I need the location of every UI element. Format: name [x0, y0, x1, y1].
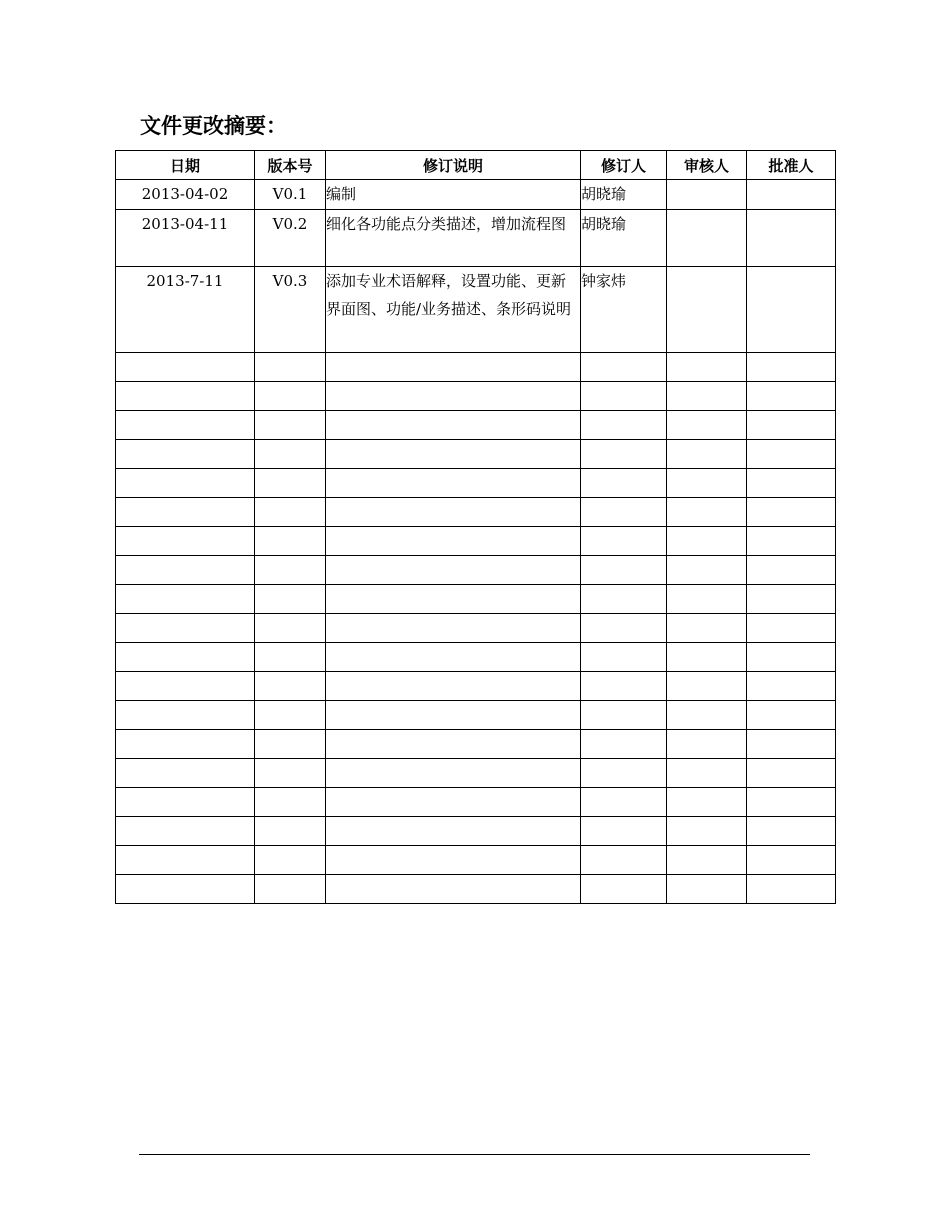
header-version: 版本号 [255, 151, 326, 180]
empty-cell [116, 700, 255, 729]
empty-cell [326, 787, 581, 816]
empty-cell [581, 352, 667, 381]
empty-cell [667, 845, 747, 874]
cell-reviser: 钟家炜 [581, 266, 667, 352]
empty-cell [116, 671, 255, 700]
empty-cell [581, 758, 667, 787]
cell-description: 添加专业术语解释，设置功能、更新界面图、功能/业务描述、条形码说明 [326, 266, 581, 352]
empty-cell [581, 497, 667, 526]
empty-cell [747, 381, 836, 410]
empty-cell [326, 439, 581, 468]
empty-cell [667, 584, 747, 613]
header-date: 日期 [116, 151, 255, 180]
empty-cell [667, 729, 747, 758]
empty-cell [747, 642, 836, 671]
empty-cell [581, 584, 667, 613]
cell-version: V0.3 [255, 266, 326, 352]
empty-cell [667, 497, 747, 526]
empty-cell [581, 613, 667, 642]
empty-cell [667, 526, 747, 555]
header-description: 修订说明 [326, 151, 581, 180]
empty-cell [326, 584, 581, 613]
empty-cell [747, 497, 836, 526]
empty-cell [326, 758, 581, 787]
empty-cell [116, 874, 255, 903]
empty-cell [747, 671, 836, 700]
empty-cell [255, 526, 326, 555]
empty-rows [116, 352, 836, 903]
empty-cell [747, 584, 836, 613]
empty-cell [326, 352, 581, 381]
empty-cell [255, 410, 326, 439]
empty-cell [255, 700, 326, 729]
cell-version: V0.1 [255, 180, 326, 210]
empty-cell [326, 845, 581, 874]
empty-cell [116, 352, 255, 381]
empty-cell [326, 526, 581, 555]
empty-cell [747, 758, 836, 787]
empty-cell [326, 671, 581, 700]
empty-cell [255, 381, 326, 410]
empty-cell [667, 874, 747, 903]
empty-cell [667, 352, 747, 381]
cell-reviser: 胡晓瑜 [581, 180, 667, 210]
cell-reviewer [667, 209, 747, 266]
empty-cell [667, 468, 747, 497]
empty-cell [747, 787, 836, 816]
empty-cell [581, 468, 667, 497]
empty-cell [255, 555, 326, 584]
page-title: 文件更改摘要： [140, 114, 287, 138]
empty-cell [747, 439, 836, 468]
empty-table-row [116, 439, 836, 468]
empty-cell [255, 758, 326, 787]
empty-table-row [116, 555, 836, 584]
empty-cell [326, 613, 581, 642]
empty-cell [581, 671, 667, 700]
empty-cell [747, 845, 836, 874]
header-reviser: 修订人 [581, 151, 667, 180]
empty-table-row [116, 845, 836, 874]
cell-date: 2013-04-11 [116, 209, 255, 266]
cell-date: 2013-04-02 [116, 180, 255, 210]
empty-cell [116, 613, 255, 642]
cell-description: 细化各功能点分类描述，增加流程图 [326, 209, 581, 266]
cell-approver [747, 266, 836, 352]
empty-table-row [116, 613, 836, 642]
empty-cell [747, 874, 836, 903]
empty-cell [116, 787, 255, 816]
cell-reviser: 胡晓瑜 [581, 209, 667, 266]
empty-cell [326, 555, 581, 584]
empty-cell [581, 439, 667, 468]
empty-cell [581, 874, 667, 903]
empty-cell [326, 874, 581, 903]
empty-cell [116, 468, 255, 497]
empty-cell [581, 729, 667, 758]
empty-cell [667, 642, 747, 671]
empty-table-row [116, 497, 836, 526]
empty-table-row [116, 816, 836, 845]
empty-cell [116, 555, 255, 584]
empty-cell [116, 584, 255, 613]
empty-cell [747, 410, 836, 439]
header-approver: 批准人 [747, 151, 836, 180]
empty-table-row [116, 729, 836, 758]
empty-cell [116, 526, 255, 555]
empty-cell [581, 526, 667, 555]
cell-approver [747, 209, 836, 266]
empty-cell [667, 613, 747, 642]
empty-cell [255, 352, 326, 381]
empty-cell [255, 671, 326, 700]
empty-table-row [116, 758, 836, 787]
empty-cell [326, 700, 581, 729]
empty-cell [255, 584, 326, 613]
empty-cell [747, 729, 836, 758]
footer-divider [139, 1154, 810, 1155]
empty-cell [581, 700, 667, 729]
empty-table-row [116, 584, 836, 613]
empty-cell [326, 729, 581, 758]
empty-table-row [116, 671, 836, 700]
empty-table-row [116, 526, 836, 555]
empty-table-row [116, 700, 836, 729]
empty-cell [747, 555, 836, 584]
empty-cell [326, 381, 581, 410]
empty-cell [255, 729, 326, 758]
empty-cell [116, 758, 255, 787]
empty-cell [255, 845, 326, 874]
revision-history-table [115, 150, 836, 904]
empty-cell [116, 729, 255, 758]
empty-cell [326, 642, 581, 671]
empty-cell [116, 439, 255, 468]
empty-cell [255, 816, 326, 845]
empty-table-row [116, 642, 836, 671]
empty-cell [255, 613, 326, 642]
empty-cell [255, 642, 326, 671]
empty-cell [747, 526, 836, 555]
empty-table-row [116, 787, 836, 816]
cell-approver [747, 180, 836, 210]
empty-cell [667, 700, 747, 729]
empty-cell [116, 497, 255, 526]
empty-cell [747, 352, 836, 381]
empty-cell [581, 787, 667, 816]
empty-cell [747, 700, 836, 729]
empty-table-row [116, 352, 836, 381]
empty-cell [581, 642, 667, 671]
empty-table-row [116, 410, 836, 439]
empty-cell [667, 758, 747, 787]
cell-date: 2013-7-11 [116, 266, 255, 352]
cell-reviewer [667, 180, 747, 210]
cell-version: V0.2 [255, 209, 326, 266]
empty-cell [255, 439, 326, 468]
empty-cell [667, 439, 747, 468]
empty-cell [326, 816, 581, 845]
empty-cell [581, 816, 667, 845]
empty-cell [667, 555, 747, 584]
empty-cell [747, 816, 836, 845]
cell-reviewer [667, 266, 747, 352]
empty-cell [116, 642, 255, 671]
empty-cell [667, 381, 747, 410]
empty-cell [255, 497, 326, 526]
empty-cell [116, 381, 255, 410]
empty-cell [255, 787, 326, 816]
empty-cell [667, 671, 747, 700]
empty-table-row [116, 468, 836, 497]
empty-cell [747, 613, 836, 642]
header-reviewer: 审核人 [667, 151, 747, 180]
empty-cell [747, 468, 836, 497]
empty-cell [116, 410, 255, 439]
empty-cell [116, 816, 255, 845]
empty-cell [581, 410, 667, 439]
empty-cell [255, 874, 326, 903]
empty-cell [326, 497, 581, 526]
table-header-row [116, 151, 836, 180]
empty-table-row [116, 381, 836, 410]
empty-cell [116, 845, 255, 874]
empty-cell [581, 555, 667, 584]
table-row [116, 266, 836, 352]
table-row [116, 209, 836, 266]
table-row [116, 180, 836, 210]
empty-cell [667, 816, 747, 845]
empty-cell [581, 381, 667, 410]
empty-cell [326, 410, 581, 439]
empty-cell [255, 468, 326, 497]
empty-table-row [116, 874, 836, 903]
empty-cell [667, 410, 747, 439]
empty-cell [667, 787, 747, 816]
empty-cell [326, 468, 581, 497]
cell-description: 编制 [326, 180, 581, 210]
empty-cell [581, 845, 667, 874]
